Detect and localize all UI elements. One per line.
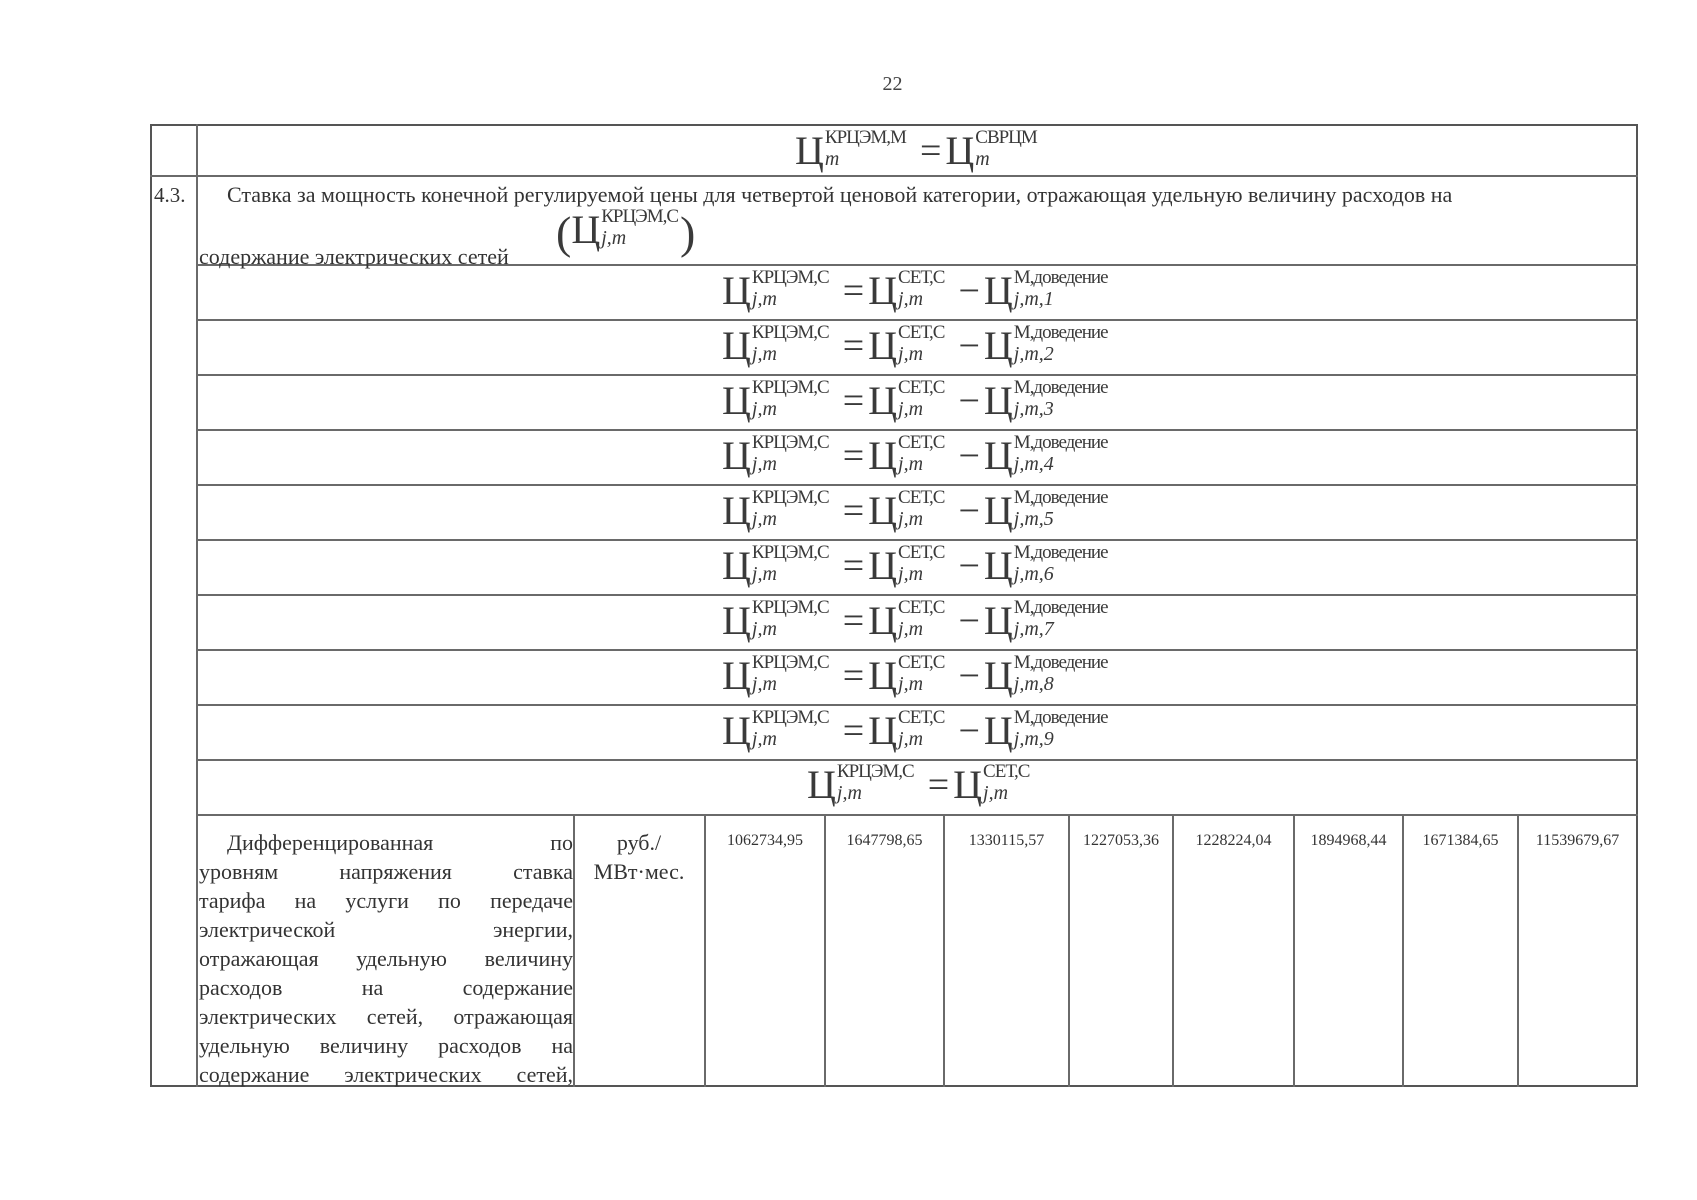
value-cell: 1671384,65: [1422, 832, 1499, 849]
unit-line: руб./: [616, 830, 662, 855]
formula-operator: −: [958, 655, 980, 697]
formula-row: [722, 708, 1122, 754]
formula-subscript: j,m,6: [1013, 563, 1054, 585]
formula-superscript: СЕТ,С: [898, 597, 945, 618]
formula-symbol: Ц: [722, 433, 751, 478]
formula-symbol: Ц: [722, 708, 751, 753]
formula-subscript: j,m,1: [1013, 288, 1054, 310]
formula-superscript: СЕТ,С: [898, 542, 945, 563]
column-divider: [824, 814, 826, 1087]
description-line: отражающая удельную величину: [199, 946, 573, 971]
formula-symbol: Ц: [868, 378, 898, 423]
section-formula: [556, 207, 695, 259]
formula-superscript: СВРЦМ: [975, 127, 1037, 148]
tariff-description: [199, 828, 573, 1089]
formula-superscript: КРЦЭМ,С: [751, 377, 829, 398]
formula-symbol: Ц: [722, 598, 751, 643]
formula-superscript: М,доведение: [1013, 267, 1108, 288]
formula-symbol: Ц: [571, 207, 601, 252]
formula-subscript: j,m: [751, 398, 777, 420]
column-divider: [196, 124, 198, 1087]
formula-subscript: j,m,9: [1013, 728, 1054, 750]
value-cell: 1228224,04: [1195, 832, 1272, 849]
formula-symbol: Ц: [722, 268, 751, 313]
formula-operator: =: [842, 325, 865, 367]
description-line: уровням напряжения ставка: [199, 859, 573, 884]
value-cell: 1227053,36: [1083, 832, 1159, 849]
formula-subscript: j,m: [751, 728, 777, 750]
formula-operator: −: [958, 490, 980, 532]
formula-superscript: СЕТ,С: [898, 652, 945, 673]
column-divider: [1293, 814, 1295, 1087]
formula-superscript: КРЦЭМ,С: [751, 707, 829, 728]
formula-superscript: СЕТ,С: [983, 761, 1030, 782]
formula-row: [722, 543, 1122, 589]
formula-superscript: СЕТ,С: [898, 432, 945, 453]
page-number: 22: [882, 73, 903, 95]
formula-row: [722, 598, 1122, 644]
value-cell: 1647798,65: [846, 832, 923, 849]
formula-subscript: j,m: [898, 618, 924, 640]
formula-operator: =: [842, 490, 865, 532]
formula-superscript: КРЦЭМ,С: [751, 322, 829, 343]
formula-superscript: КРЦЭМ,С: [751, 487, 829, 508]
row-divider: [198, 594, 1638, 596]
formula-subscript: j,m: [898, 673, 924, 695]
value-cell: 1062734,95: [727, 832, 803, 849]
formula-operator: −: [958, 710, 980, 752]
formula-subscript: j,m,7: [1013, 618, 1054, 640]
formula-symbol: Ц: [983, 488, 1013, 533]
formula-symbol: Ц: [722, 378, 751, 423]
formula-row: [722, 653, 1122, 699]
row-divider: [198, 374, 1638, 376]
column-divider: [1172, 814, 1174, 1087]
formula-last: [807, 762, 1043, 808]
formula-subscript: j,m: [751, 618, 777, 640]
formula-symbol: Ц: [945, 128, 975, 173]
formula-subscript: j,m: [898, 508, 924, 530]
formula-operator: =: [842, 545, 865, 587]
formula-subscript: j,m: [898, 728, 924, 750]
formula-symbol: Ц: [868, 323, 898, 368]
close-paren: ): [680, 207, 696, 258]
formula-row: [722, 433, 1122, 479]
formula-superscript: КРЦЭМ,С: [751, 267, 829, 288]
unit-cell: [574, 828, 704, 886]
formula-subscript: m: [975, 148, 990, 170]
formula-symbol: Ц: [983, 323, 1013, 368]
formula-superscript: СЕТ,С: [898, 267, 945, 288]
formula-superscript: КРЦЭМ,М: [824, 127, 906, 148]
formula-operator: =: [842, 655, 865, 697]
row-divider: [150, 175, 1638, 177]
formula-symbol: Ц: [722, 653, 751, 698]
formula-subscript: j,m: [898, 453, 924, 475]
formula-superscript: СЕТ,С: [898, 707, 945, 728]
formula-superscript: М,доведение: [1013, 377, 1108, 398]
formula-subscript: j,m: [751, 288, 777, 310]
description-line: тарифа на услуги по передаче: [199, 888, 573, 913]
column-divider: [1068, 814, 1070, 1087]
formula-superscript: М,доведение: [1013, 487, 1108, 508]
formula-operator: −: [958, 545, 980, 587]
formula-subscript: j,m: [983, 782, 1009, 804]
formula-subscript: j,m: [898, 398, 924, 420]
formula-subscript: j,m: [751, 343, 777, 365]
formula-superscript: М,доведение: [1013, 597, 1108, 618]
formula-operator: −: [958, 325, 980, 367]
formula-symbol: Ц: [722, 488, 751, 533]
description-line: электрической энергии,: [199, 917, 573, 942]
formula-row: [722, 378, 1122, 424]
description-line: электрических сетей, отражающая: [199, 1004, 573, 1029]
formula-symbol: Ц: [983, 433, 1013, 478]
formula-symbol: Ц: [983, 598, 1013, 643]
formula-superscript: М,доведение: [1013, 432, 1108, 453]
formula-operator: −: [958, 600, 980, 642]
formula-subscript: j,m,4: [1013, 453, 1054, 475]
description-line: [199, 828, 573, 857]
formula-subscript: j,m,8: [1013, 673, 1054, 695]
description-line: удельную величину расходов на: [199, 1033, 573, 1058]
formula-subscript: j,m: [751, 508, 777, 530]
formula-subscript: j,m: [898, 563, 924, 585]
formula-symbol: Ц: [868, 543, 898, 588]
column-divider: [1517, 814, 1519, 1087]
formula-symbol: Ц: [868, 708, 898, 753]
formula-subscript: j,m: [836, 782, 862, 804]
formula-superscript: КРЦЭМ,С: [751, 542, 829, 563]
description-line: расходов на содержание: [199, 975, 573, 1000]
formula-symbol: Ц: [868, 598, 898, 643]
formula-row: [722, 488, 1122, 534]
row-divider: [198, 759, 1638, 761]
description-text: Дифференцированная по: [227, 830, 573, 855]
formula-superscript: М,доведение: [1013, 542, 1108, 563]
formula-symbol: Ц: [722, 323, 751, 368]
formula-top: [795, 128, 1051, 174]
formula-superscript: М,доведение: [1013, 322, 1108, 343]
formula-subscript: j,m: [898, 343, 924, 365]
section-number: 4.3.: [154, 183, 186, 207]
formula-symbol: Ц: [983, 708, 1013, 753]
formula-operator: =: [842, 270, 865, 312]
value-cell: 1894968,44: [1310, 832, 1387, 849]
row-divider: [198, 704, 1638, 706]
formula-superscript: СЕТ,С: [898, 487, 945, 508]
formula-superscript: М,доведение: [1013, 707, 1108, 728]
row-divider: [198, 649, 1638, 651]
column-divider: [704, 814, 706, 1087]
formula-superscript: КРЦЭМ,С: [751, 432, 829, 453]
formula-operator: =: [842, 380, 865, 422]
formula-superscript: КРЦЭМ,С: [836, 761, 914, 782]
formula-subscript: j,m: [751, 673, 777, 695]
formula-operator: =: [842, 710, 865, 752]
formula-subscript: j,m: [751, 453, 777, 475]
row-divider: [198, 814, 1638, 816]
formula-symbol: Ц: [868, 653, 898, 698]
formula-symbol: Ц: [953, 762, 983, 807]
formula-superscript: КРЦЭМ,С: [601, 206, 679, 227]
formula-operator: −: [958, 435, 980, 477]
formula-superscript: СЕТ,С: [898, 377, 945, 398]
formula-symbol: Ц: [868, 433, 898, 478]
formula-operator: −: [958, 270, 980, 312]
formula-operator: =: [842, 600, 865, 642]
description-line: содержание электрических сетей,: [199, 1062, 573, 1087]
row-divider: [198, 319, 1638, 321]
formula-superscript: М,доведение: [1013, 652, 1108, 673]
unit-line: МВт·мес.: [593, 859, 685, 884]
row-divider: [198, 429, 1638, 431]
formula-subscript: j,m,5: [1013, 508, 1054, 530]
column-divider: [943, 814, 945, 1087]
formula-symbol: Ц: [983, 378, 1013, 423]
row-divider: [198, 484, 1638, 486]
open-paren: (: [556, 207, 572, 258]
formula-superscript: КРЦЭМ,С: [751, 597, 829, 618]
formula-subscript: j,m: [751, 563, 777, 585]
formula-subscript: j,m: [601, 227, 627, 249]
row-divider: [198, 539, 1638, 541]
formula-superscript: СЕТ,С: [898, 322, 945, 343]
section-text-line1: [199, 182, 1629, 208]
formula-symbol: Ц: [983, 268, 1013, 313]
formula-symbol: Ц: [983, 543, 1013, 588]
formula-symbol: Ц: [868, 488, 898, 533]
formula-operator: =: [842, 435, 865, 477]
value-cell: 1330115,57: [968, 832, 1045, 849]
formula-symbol: Ц: [795, 128, 824, 173]
column-divider: [1402, 814, 1404, 1087]
formula-subscript: j,m: [898, 288, 924, 310]
section-text: Ставка за мощность конечной регулируемой цены для четвертой ценовой категории, отражающая удельную величину расходов на: [227, 182, 1453, 207]
formula-row: [722, 323, 1122, 369]
formula-symbol: Ц: [807, 762, 836, 807]
formula-superscript: КРЦЭМ,С: [751, 652, 829, 673]
formula-subscript: j,m,3: [1013, 398, 1054, 420]
formula-symbol: Ц: [868, 268, 898, 313]
formula-operator: =: [919, 130, 942, 172]
formula-operator: =: [927, 764, 950, 806]
formula-symbol: Ц: [983, 653, 1013, 698]
value-cell: 11539679,67: [1535, 832, 1620, 849]
formula-symbol: Ц: [722, 543, 751, 588]
formula-operator: −: [958, 380, 980, 422]
formula-row: [722, 268, 1122, 314]
formula-subscript: m: [824, 148, 840, 170]
section-text-line2: содержание электрических сетей: [199, 244, 509, 269]
formula-subscript: j,m,2: [1013, 343, 1054, 365]
